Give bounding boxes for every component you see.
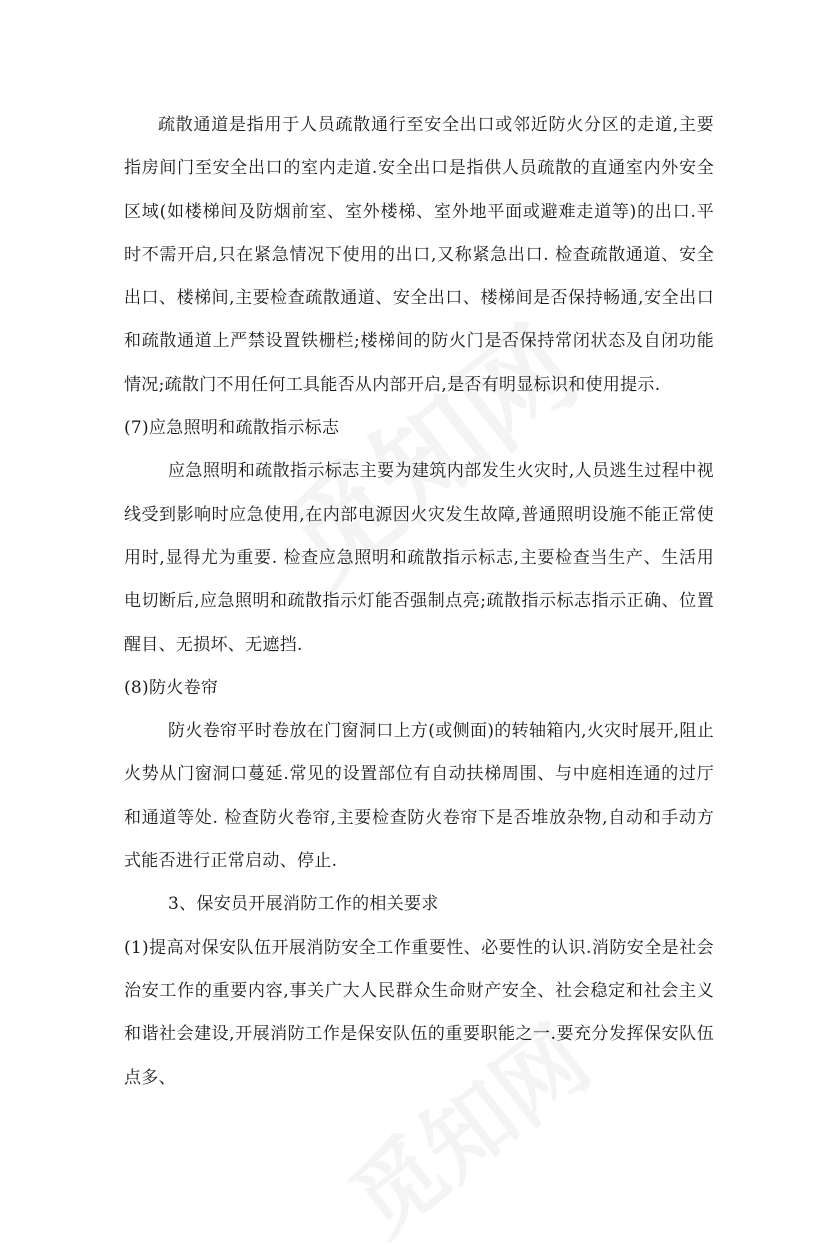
paragraph-requirement-1: (1)提高对保安队伍开展消防安全工作重要性、必要性的认识.消防安全是社会治安工作的重要内容,事关广大人民群众生命财产安全、社会稳定和社会主义和谐社会建设,开展消防工作是保安队伍的重要职能之一.要充分发挥保安队伍点多、 bbox=[124, 937, 714, 1088]
paragraph-emergency-lighting: 应急照明和疏散指示标志主要为建筑内部发生火灾时,人员逃生过程中视线受到影响时应急使用,在内部电源因火灾发生故障,普通照明设施不能正常使用时,显得尤为重要. 检查应急照明和疏散指示标志,主要检查当生产、生活用电切断后,应急照明和疏散指示灯能否强制点亮;疏散指示标志指示正确、位置醒目、无损坏、无遮挡. bbox=[124, 461, 714, 655]
document-body bbox=[124, 104, 714, 1100]
paragraph-evacuation-routes: 疏散通道是指用于人员疏散通行至安全出口或邻近防火分区的走道,主要指房间门至安全出口的室内走道.安全出口是指供人员疏散的直通室内外安全区域(如楼梯间及防烟前室、室外楼梯、室外地平面或避难走道等)的出口.平时不需开启,只在紧急情况下使用的出口,又称紧急出口. 检查疏散通道、安全出口、楼梯间,主要检查疏散通道、安全出口、楼梯间是否保持畅通,安全出口和疏散通道上严禁设置铁栅栏;楼梯间的防火门是否保持常闭状态及自闭功能情况;疏散门不用任何工具能否从内部开启,是否有明显标识和使用提示. bbox=[124, 115, 714, 395]
heading-security-requirements: 3、保安员开展消防工作的相关要求 bbox=[168, 894, 439, 915]
heading-emergency-lighting: (7)应急照明和疏散指示标志 bbox=[124, 418, 340, 439]
paragraph-fire-shutter: 防火卷帘平时卷放在门窗洞口上方(或侧面)的转轴箱内,火灾时展开,阻止火势从门窗洞口蔓延.常见的设置部位有自动扶梯周围、与中庭相连通的过厅和通道等处. 检查防火卷帘,主要检查防火卷帘下是否堆放杂物,自动和手动方式能否进行正常启动、停止. bbox=[124, 721, 714, 872]
heading-fire-shutter: (8)防火卷帘 bbox=[124, 677, 219, 698]
